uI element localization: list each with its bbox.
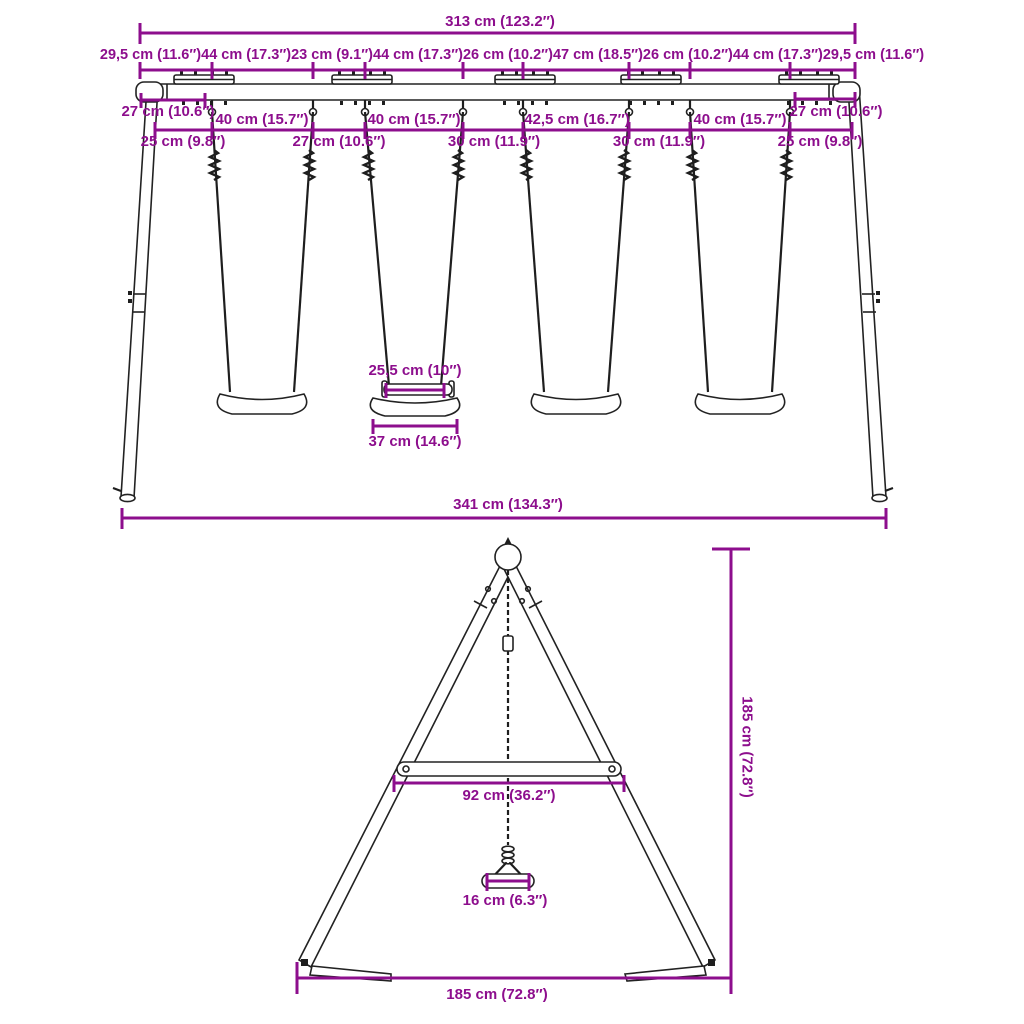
dim-chain-gap-bottom-4: 30 cm (11.9″) xyxy=(612,133,706,150)
dim-chain-gap-bottom-1: 25 cm (9.8″) xyxy=(140,133,226,150)
dim-seat-width: 37 cm (14.6″) xyxy=(368,433,462,450)
side-crossbar xyxy=(397,762,621,776)
dim-top-segments-row xyxy=(0,47,1024,64)
dim-segment: 47 cm (18.5″) xyxy=(552,47,643,63)
swing-seat-4 xyxy=(695,394,784,414)
front-view xyxy=(113,23,893,529)
dim-chain-gap-top-4: 40 cm (15.7″) xyxy=(693,111,787,128)
dim-crossbar-width: 92 cm (36.2″) xyxy=(462,787,556,804)
dim-chain-gap-top-2: 40 cm (15.7″) xyxy=(367,111,461,128)
dim-segment: 44 cm (17.3″) xyxy=(201,47,292,63)
dim-segment: 44 cm (17.3″) xyxy=(732,47,823,63)
swing-seats xyxy=(217,381,784,416)
dim-chain-gap-bottom-3: 30 cm (11.9″) xyxy=(447,133,541,150)
dim-frame-height: 185 cm (72.8″) xyxy=(738,696,756,798)
dim-segment: 29,5 cm (11.6″) xyxy=(99,47,202,63)
dim-chain-gap-bottom-2: 27 cm (10.6″) xyxy=(292,133,386,150)
dim-chain-gap-top-1: 40 cm (15.7″) xyxy=(215,111,309,128)
dim-chain-gap-top-3: 42,5 cm (16.7″) xyxy=(524,111,630,128)
side-view xyxy=(297,537,750,994)
dim-segment: 23 cm (9.1″) xyxy=(291,47,374,63)
dim-trapeze-bar-width: 25,5 cm (10″) xyxy=(368,362,462,379)
dim-segment: 26 cm (10.2″) xyxy=(642,47,733,63)
apex-beam-end xyxy=(495,537,521,570)
dim-segment: 29,5 cm (11.6″) xyxy=(822,47,925,63)
dim-chain-gap-bottom-5: 25 cm (9.8″) xyxy=(777,133,863,150)
dim-handle-width: 16 cm (6.3″) xyxy=(462,892,548,909)
trapeze-swing-seat xyxy=(370,381,459,416)
dim-overall-bottom: 341 cm (134.3″) xyxy=(453,496,563,513)
dim-segment: 44 cm (17.3″) xyxy=(373,47,463,63)
dim-offset-left: 27 cm (10.6″) xyxy=(121,103,215,120)
dim-base-depth: 185 cm (72.8″) xyxy=(446,986,548,1003)
dim-segment: 26 cm (10.2″) xyxy=(462,47,553,63)
swing-seat-1 xyxy=(217,394,306,414)
swing-chains xyxy=(210,112,791,392)
top-beam xyxy=(136,82,860,102)
dim-offset-right: 27 cm (10.6″) xyxy=(789,103,883,120)
dim-overall-top: 313 cm (123.2″) xyxy=(445,13,555,30)
swing-seat-3 xyxy=(531,394,620,414)
